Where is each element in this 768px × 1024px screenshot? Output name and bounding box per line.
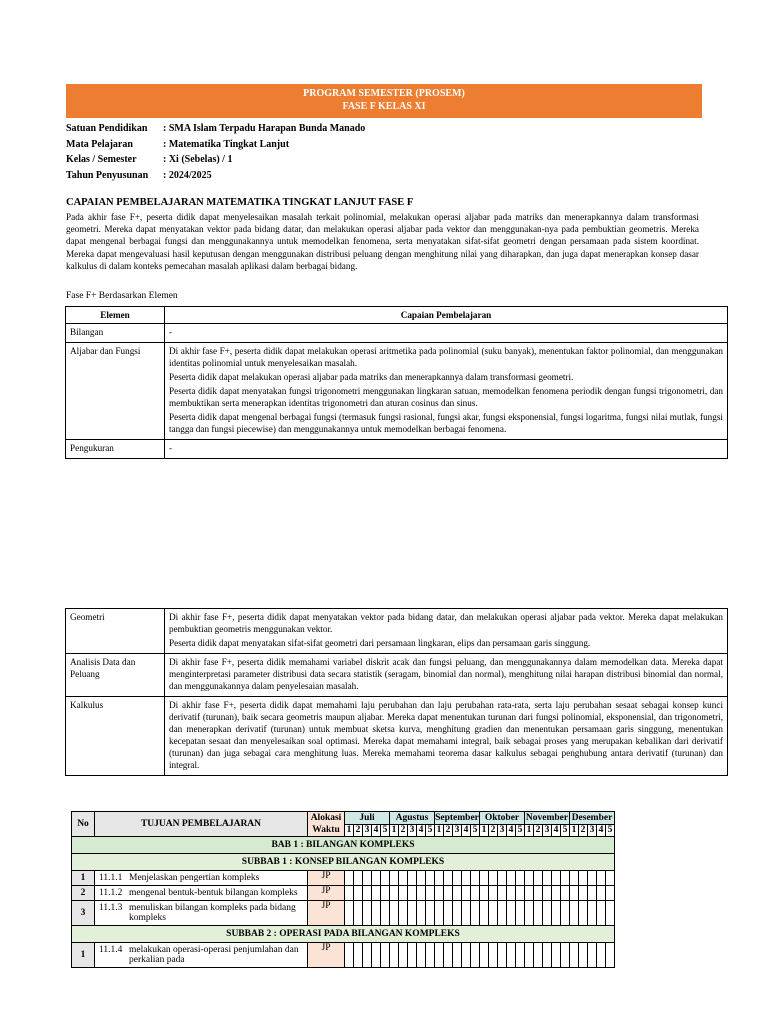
identity-value: : SMA Islam Terpadu Harapan Bunda Manado — [163, 123, 366, 134]
week-cell — [525, 943, 534, 968]
week-cell — [462, 901, 471, 926]
week-cell — [570, 886, 579, 901]
tp-section-row — [72, 854, 615, 871]
week-cell — [570, 943, 579, 968]
week-cell — [579, 886, 588, 901]
week-header: 2 — [399, 824, 408, 837]
cp-row — [66, 697, 728, 776]
week-cell — [354, 871, 363, 886]
tp-item-row — [72, 943, 615, 968]
capaian-text: Peserta didik dapat menyatakan sifat-sifat geometri dari persamaan lingkaran, elips dan persamaan garis singgung. — [169, 638, 591, 648]
week-cell — [516, 871, 525, 886]
week-cell — [516, 886, 525, 901]
item-description: Menjelaskan pengertian kompleks — [129, 873, 260, 883]
week-cell — [444, 901, 453, 926]
elemen-cell: Pengukuran — [66, 440, 165, 459]
week-cell — [606, 943, 615, 968]
tp-section-row — [72, 837, 615, 854]
week-cell — [579, 943, 588, 968]
week-cell — [561, 871, 570, 886]
capaian-cell — [165, 609, 728, 654]
item-number: 3 — [72, 901, 95, 926]
week-cell — [588, 943, 597, 968]
identity-block — [66, 121, 365, 183]
week-header: 2 — [444, 824, 453, 837]
week-cell — [426, 901, 435, 926]
cp-row — [66, 654, 728, 697]
week-cell — [507, 943, 516, 968]
week-header: 5 — [381, 824, 390, 837]
week-header: 3 — [588, 824, 597, 837]
week-cell — [354, 901, 363, 926]
week-cell — [597, 871, 606, 886]
item-alokasi: JP — [308, 901, 345, 926]
week-cell — [471, 901, 480, 926]
week-cell — [579, 901, 588, 926]
item-code: 11.1.2 — [99, 888, 123, 898]
week-cell — [498, 901, 507, 926]
week-cell — [471, 871, 480, 886]
week-cell — [426, 943, 435, 968]
week-header: 5 — [426, 824, 435, 837]
week-cell — [588, 871, 597, 886]
week-cell — [561, 886, 570, 901]
section-title: BAB 1 : BILANGAN KOMPLEKS — [72, 837, 615, 854]
week-cell — [390, 871, 399, 886]
week-header: 1 — [480, 824, 489, 837]
tp-section-row — [72, 926, 615, 943]
week-cell — [588, 886, 597, 901]
tp-item-row — [72, 901, 615, 926]
header-tujuan: TUJUAN PEMBELAJARAN — [95, 812, 308, 837]
header-elemen: Elemen — [66, 307, 165, 324]
item-tujuan — [95, 886, 308, 901]
section-title: SUBBAB 2 : OPERASI PADA BILANGAN KOMPLEKS — [72, 926, 615, 943]
week-header: 2 — [534, 824, 543, 837]
week-cell — [516, 943, 525, 968]
cp-row — [66, 440, 728, 459]
item-tujuan — [95, 943, 308, 968]
week-cell — [561, 943, 570, 968]
week-cell — [390, 886, 399, 901]
week-cell — [534, 871, 543, 886]
week-cell — [390, 943, 399, 968]
week-cell — [480, 871, 489, 886]
month-header: Juli — [345, 812, 390, 825]
week-header: 5 — [606, 824, 615, 837]
capaian-text: - — [169, 443, 173, 453]
week-header: 3 — [498, 824, 507, 837]
elemen-caption: Fase F+ Berdasarkan Elemen — [66, 291, 178, 301]
identity-key: Tahun Penyusunan — [66, 169, 149, 181]
week-cell — [552, 901, 561, 926]
week-header: 3 — [453, 824, 462, 837]
item-code: 11.1.4 — [99, 945, 123, 955]
week-header: 4 — [597, 824, 606, 837]
week-header: 1 — [345, 824, 354, 837]
capaian-cell — [165, 697, 728, 776]
week-header: 1 — [570, 824, 579, 837]
week-cell — [417, 886, 426, 901]
elemen-cell: Kalkulus — [66, 697, 165, 776]
week-cell — [534, 886, 543, 901]
week-cell — [372, 943, 381, 968]
week-cell — [489, 901, 498, 926]
identity-row — [66, 121, 365, 137]
week-cell — [408, 901, 417, 926]
item-tujuan — [95, 901, 308, 926]
week-cell — [417, 943, 426, 968]
cp-row — [66, 609, 728, 654]
item-description: menuliskan bilangan kompleks pada bidang kompleks — [129, 903, 296, 923]
week-cell — [489, 886, 498, 901]
cp-table-page1 — [65, 306, 728, 459]
week-cell — [471, 886, 480, 901]
week-cell — [444, 871, 453, 886]
week-cell — [453, 901, 462, 926]
week-header: 4 — [462, 824, 471, 837]
week-cell — [426, 886, 435, 901]
week-cell — [408, 886, 417, 901]
week-cell — [435, 871, 444, 886]
capaian-cell — [165, 440, 728, 459]
week-cell — [363, 943, 372, 968]
week-cell — [363, 901, 372, 926]
week-header: 5 — [471, 824, 480, 837]
item-tujuan — [95, 871, 308, 886]
banner-title: PROGRAM SEMESTER (PROSEM) — [303, 88, 465, 99]
week-cell — [507, 871, 516, 886]
week-cell — [345, 871, 354, 886]
week-cell — [579, 871, 588, 886]
week-header: 4 — [507, 824, 516, 837]
week-cell — [525, 871, 534, 886]
week-header: 1 — [525, 824, 534, 837]
week-cell — [597, 886, 606, 901]
cp-row — [66, 324, 728, 343]
week-cell — [372, 871, 381, 886]
week-header: 3 — [408, 824, 417, 837]
item-description: melakukan operasi-operasi penjumlahan dan perkalian pada — [129, 945, 299, 965]
week-cell — [345, 943, 354, 968]
week-cell — [426, 871, 435, 886]
identity-value: : Xi (Sebelas) / 1 — [163, 154, 233, 165]
capaian-text: Di akhir fase F+, peserta didik memahami variabel diskrit acak dan fungsi peluang, dan menggunakannya dalam memodelkan data. Mereka dapat menginterpretasi parameter distribusi data secara statistik (seragam, binomial dan normal), menghitung nilai harapan distribusi binomial dan normal, dan menggunakannya dalam penyelesaian masalah. — [169, 657, 723, 691]
week-cell — [480, 943, 489, 968]
cp-row — [66, 343, 728, 440]
week-cell — [363, 871, 372, 886]
week-cell — [552, 886, 561, 901]
week-cell — [552, 871, 561, 886]
item-number: 2 — [72, 886, 95, 901]
week-cell — [534, 901, 543, 926]
week-cell — [570, 901, 579, 926]
week-cell — [480, 901, 489, 926]
week-header: 4 — [417, 824, 426, 837]
week-cell — [381, 886, 390, 901]
capaian-text: Di akhir fase F+, peserta didik dapat menyatakan vektor pada bidang datar, dan melakukan operasi aljabar pada vektor. Mereka dapat melakukan pembuktian geometris menggunakan vektor. — [169, 612, 723, 634]
prosem-banner — [66, 84, 702, 118]
week-cell — [372, 901, 381, 926]
week-cell — [390, 901, 399, 926]
capaian-text: - — [169, 327, 173, 337]
week-header: 3 — [363, 824, 372, 837]
month-header: Desember — [570, 812, 615, 825]
week-cell — [399, 943, 408, 968]
week-cell — [417, 871, 426, 886]
week-cell — [408, 871, 417, 886]
item-alokasi: JP — [308, 886, 345, 901]
item-description: mengenal bentuk-bentuk bilangan kompleks — [129, 888, 298, 898]
week-cell — [543, 943, 552, 968]
week-header: 5 — [516, 824, 525, 837]
header-capaian: Capaian Pembelajaran — [165, 307, 728, 324]
week-cell — [354, 886, 363, 901]
cp-title: CAPAIAN PEMBELAJARAN MATEMATIKA TINGKAT LANJUT FASE F — [66, 197, 414, 208]
elemen-cell: Analisis Data dan Peluang — [66, 654, 165, 697]
item-number: 1 — [72, 871, 95, 886]
capaian-text: Di akhir fase F+, peserta didik dapat melakukan operasi aritmetika pada polinomial (suku banyak), menentukan faktor polinomial, dan menggunakan identitas polinomial untuk menyelesaikan masalah. — [169, 346, 723, 368]
week-cell — [444, 886, 453, 901]
week-cell — [471, 943, 480, 968]
elemen-cell: Bilangan — [66, 324, 165, 343]
week-cell — [462, 871, 471, 886]
week-cell — [516, 901, 525, 926]
cp-table-page2 — [65, 608, 728, 776]
month-header: Agustus — [390, 812, 435, 825]
week-cell — [606, 886, 615, 901]
week-cell — [462, 943, 471, 968]
tujuan-pembelajaran-table — [71, 811, 615, 968]
week-cell — [435, 886, 444, 901]
week-header: 2 — [489, 824, 498, 837]
week-header: 4 — [552, 824, 561, 837]
week-cell — [597, 943, 606, 968]
month-header: November — [525, 812, 569, 823]
week-cell — [345, 901, 354, 926]
week-cell — [345, 886, 354, 901]
capaian-cell — [165, 343, 728, 440]
week-header: 3 — [543, 824, 552, 837]
item-number: 1 — [72, 943, 95, 968]
week-cell — [399, 871, 408, 886]
week-cell — [525, 886, 534, 901]
tp-item-row — [72, 886, 615, 901]
week-cell — [552, 943, 561, 968]
month-header: Oktober — [480, 812, 525, 825]
identity-row — [66, 152, 365, 168]
week-cell — [453, 871, 462, 886]
week-cell — [417, 901, 426, 926]
identity-value: : Matematika Tingkat Lanjut — [163, 138, 290, 150]
week-header: 2 — [354, 824, 363, 837]
identity-key: Mata Pelajaran — [66, 138, 133, 150]
week-cell — [354, 943, 363, 968]
week-cell — [489, 943, 498, 968]
week-cell — [498, 886, 507, 901]
elemen-cell: Geometri — [66, 609, 165, 654]
week-cell — [606, 871, 615, 886]
tp-header-row — [72, 812, 615, 825]
week-header: 2 — [579, 824, 588, 837]
item-code: 11.1.3 — [99, 903, 123, 913]
week-header: 5 — [561, 824, 570, 837]
identity-key: Kelas / Semester — [66, 154, 137, 165]
week-cell — [453, 943, 462, 968]
week-cell — [363, 886, 372, 901]
week-cell — [381, 901, 390, 926]
week-cell — [435, 943, 444, 968]
week-cell — [543, 886, 552, 901]
week-header: 1 — [390, 824, 399, 837]
month-header: September — [435, 812, 479, 823]
week-cell — [381, 943, 390, 968]
week-cell — [498, 943, 507, 968]
week-cell — [408, 943, 417, 968]
item-code: 11.1.1 — [99, 873, 123, 883]
week-cell — [534, 943, 543, 968]
week-cell — [453, 886, 462, 901]
identity-value: : 2024/2025 — [163, 169, 212, 181]
week-cell — [543, 901, 552, 926]
capaian-text: Peserta didik dapat mengenal berbagai fungsi (termasuk fungsi rasional, fungsi akar, fungsi eksponensial, fungsi logaritma, fungsi nilai mutlak, fungsi tangga dan fungsi piecewise) dan menggunakannya untuk memodelkan berbagai fenomena. — [169, 412, 723, 434]
week-header: 4 — [372, 824, 381, 837]
week-cell — [561, 901, 570, 926]
week-cell — [372, 886, 381, 901]
week-cell — [498, 871, 507, 886]
week-cell — [489, 871, 498, 886]
tp-item-row — [72, 871, 615, 886]
week-cell — [570, 871, 579, 886]
week-header: 1 — [435, 824, 444, 837]
week-cell — [507, 901, 516, 926]
week-cell — [444, 943, 453, 968]
banner-subtitle: FASE F KELAS XI — [342, 101, 426, 112]
week-cell — [543, 871, 552, 886]
capaian-cell — [165, 324, 728, 343]
identity-key: Satuan Pendidikan — [66, 123, 148, 134]
capaian-text: Di akhir fase F+, peserta didik dapat memahami laju perubahan dan laju perubahan rata-rata, serta laju perubahan sesaat sebagai konsep kunci derivatif (turunan), baik secara geometris maupun aljabar. Mereka dapat menentukan turunan dari fungsi polinomial, eksponensial, dan trigonometri, dan menerapkan derivatif (turunan) untuk membuat sketsa kurva, menghitung gradien dan menentukan persamaan garis singgung, menentukan kecepatan sesaat dan menyelesaikan soal optimasi. Mereka dapat memahami integral, baik sebagai proses yang merupakan kebalikan dari derivatif (turunan) dan juga sebagai cara menghitung luas. Mereka memahami teorema dasar kalkulus sebagai penghubung antara derivatif (turunan) dan integral. — [169, 700, 723, 770]
identity-row — [66, 137, 365, 153]
week-cell — [399, 901, 408, 926]
identity-row — [66, 168, 365, 184]
week-cell — [381, 871, 390, 886]
header-no: No — [72, 812, 95, 837]
week-cell — [606, 901, 615, 926]
week-cell — [597, 901, 606, 926]
item-alokasi: JP — [308, 871, 345, 886]
capaian-cell — [165, 654, 728, 697]
header-alokasi: Alokasi Waktu — [308, 812, 345, 837]
week-cell — [507, 886, 516, 901]
cp-paragraph: Pada akhir fase F+, peserta didik dapat menyelesaikan masalah terkait polinomial, melakukan operasi aljabar pada matriks dan menerapkannya dalam transformasi geometri. Mereka dapat menyatakan vektor pada bidang datar, dan melakukan operasi aljabar pada vektor dan menggunakan-nya pada pembuktian geometris. Mereka dapat mengenal berbagai fungsi dan menggunakannya untuk memodelkan fenomena, serta menyatakan sifat-sifat geometri dengan persamaan pada sistem koordinat. Mereka dapat mengevaluasi hasil keputusan dengan menggunakan distribusi peluang dengan menghitung nilai yang diharapkan, dan juga dapat menerapkan konsep dasar kalkulus di dalam konteks pemecahan masalah aplikasi dalam berbagai bidang. — [66, 212, 699, 271]
week-cell — [480, 886, 489, 901]
capaian-text: Peserta didik dapat melakukan operasi aljabar pada matriks dan menerapkannya dalam transformasi geometri. — [169, 372, 574, 382]
elemen-cell: Aljabar dan Fungsi — [66, 343, 165, 440]
week-cell — [588, 901, 597, 926]
capaian-text: Peserta didik dapat menyatakan fungsi trigonometri menggunakan lingkaran satuan, memodelkan fenomena periodik dengan fungsi trigonometri, dan membuktikan serta menerapkan identitas trigonometri dan aturan cosinus dan sinus. — [169, 386, 723, 408]
section-title: SUBBAB 1 : KONSEP BILANGAN KOMPLEKS — [72, 854, 615, 871]
week-cell — [435, 901, 444, 926]
week-cell — [462, 886, 471, 901]
week-cell — [525, 901, 534, 926]
item-alokasi: JP — [308, 943, 345, 968]
week-cell — [399, 886, 408, 901]
